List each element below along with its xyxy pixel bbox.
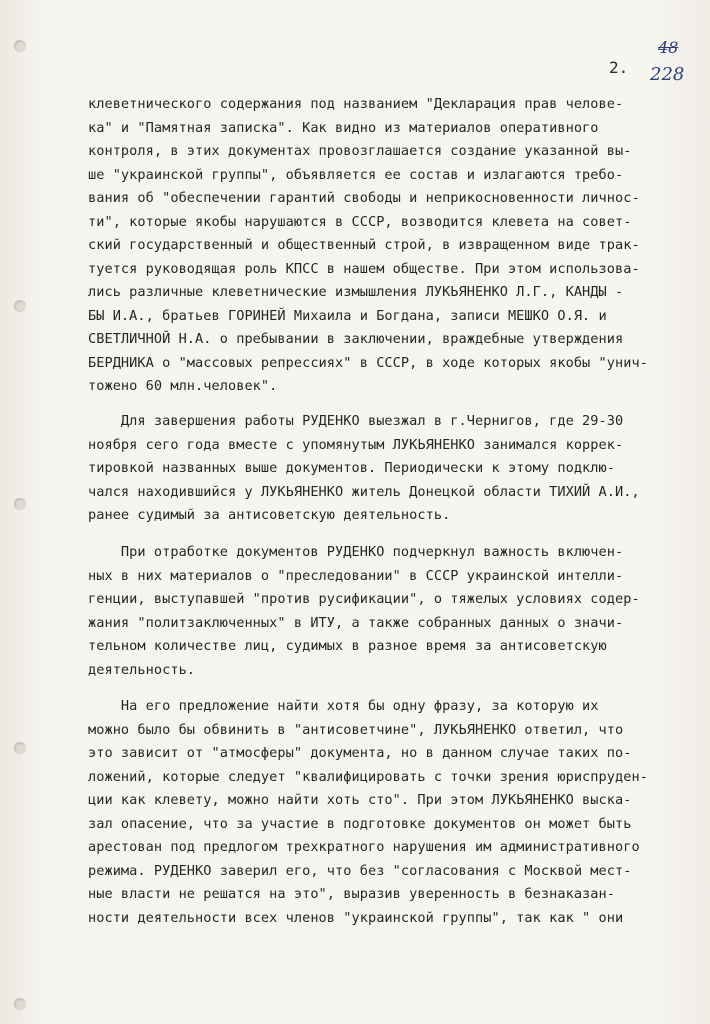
punch-hole bbox=[14, 742, 26, 754]
text-line: можно было бы обвинить в "антисоветчине", ЛУКЬЯНЕНКО ответил, что bbox=[88, 722, 624, 738]
text-line: ский государственный и общественный строй, в извращенном виде трак- bbox=[88, 237, 640, 253]
text-line: Для завершения работы РУДЕНКО выезжал в г.Чернигов, где 29-30 bbox=[88, 413, 624, 429]
text-line: БЕРДНИКА о "массовых репрессиях" в СССР, в ходе которых якобы "унич- bbox=[88, 355, 648, 371]
text-line: тельном количестве лиц, судимых в разное время за антисоветскую bbox=[88, 638, 607, 654]
text-line: На его предложение найти хотя бы одну фразу, за которую их bbox=[88, 698, 599, 714]
text-line: ноября сего года вместе с упомянутым ЛУКЬЯНЕНКО занимался коррек- bbox=[88, 437, 624, 453]
text-line: ложений, которые следует "квалифицировать с точки зрения юриспруден- bbox=[88, 769, 648, 785]
text-line: тожено 60 млн.человек". bbox=[88, 378, 278, 394]
text-line: ных в них материалов о "преследовании" в СССР украинской интелли- bbox=[88, 568, 624, 584]
punch-hole bbox=[14, 998, 26, 1010]
text-line: тировкой названных выше документов. Периодически к этому подклю- bbox=[88, 460, 615, 476]
text-line: клеветнического содержания под названием "Декларация прав челове- bbox=[88, 96, 624, 112]
text-line: деятельность. bbox=[88, 662, 196, 678]
text-line: СВЕТЛИЧНОЙ Н.А. о пребывании в заключении, враждебные утверждения bbox=[88, 331, 624, 347]
text-line: ные власти не решатся на это", выразив уверенность в безнаказан- bbox=[88, 886, 615, 902]
text-line: вания об "обеспечении гарантий свободы и неприкосновенности личнос- bbox=[88, 190, 640, 206]
handwritten-folio-number: 228 bbox=[650, 64, 685, 85]
text-line: контроля, в этих документах провозглашается создание указанной вы- bbox=[88, 143, 632, 159]
page-number: 2. bbox=[609, 58, 629, 77]
text-line: ше "украинской группы", объявляется ее состав и излагаются требо- bbox=[88, 167, 624, 183]
text-line: генции, выступавшей "против русификации", о тяжелых условиях содер- bbox=[88, 591, 640, 607]
text-line: режима. РУДЕНКО заверил его, что без "согласования с Москвой мест- bbox=[88, 863, 632, 879]
text-line: ции как клевету, можно найти хоть сто". При этом ЛУКЬЯНЕНКО выска- bbox=[88, 792, 632, 808]
text-line: ка" и "Памятная записка". Как видно из материалов оперативного bbox=[88, 120, 599, 136]
punch-hole bbox=[14, 40, 26, 52]
text-line: зал опасение, что за участие в подготовке документов он может быть bbox=[88, 816, 632, 832]
text-line: туется руководящая роль КПСС в нашем обществе. При этом использова- bbox=[88, 261, 640, 277]
text-line: При отработке документов РУДЕНКО подчеркнул важность включен- bbox=[88, 544, 624, 560]
text-line: ности деятельности всех членов "украинской группы", так как " они bbox=[88, 910, 624, 926]
punch-hole bbox=[14, 498, 26, 510]
punch-hole bbox=[14, 300, 26, 312]
text-line: ти", которые якобы нарушаются в СССР, возводится клевета на совет- bbox=[88, 214, 632, 230]
text-line: это зависит от "атмосферы" документа, но в данном случае таких по- bbox=[88, 745, 632, 761]
text-line: ранее судимый за антисоветскую деятельность. bbox=[88, 507, 451, 523]
text-line: жания "политзаключенных" в ИТУ, а также собранных данных о значи- bbox=[88, 615, 624, 631]
handwritten-crossed-number: 48 bbox=[658, 38, 679, 57]
text-line: чался находившийся у ЛУКЬЯНЕНКО житель Донецкой области ТИХИЙ А.И., bbox=[88, 484, 640, 500]
text-line: лись различные клеветнические измышления ЛУКЬЯНЕНКО Л.Г., КАНДЫ - bbox=[88, 284, 624, 300]
text-line: БЫ И.А., братьев ГОРИНЕЙ Михаила и Богдана, записи МЕШКО О.Я. и bbox=[88, 308, 607, 324]
text-line: арестован под предлогом трехкратного нарушения им административного bbox=[88, 839, 640, 855]
